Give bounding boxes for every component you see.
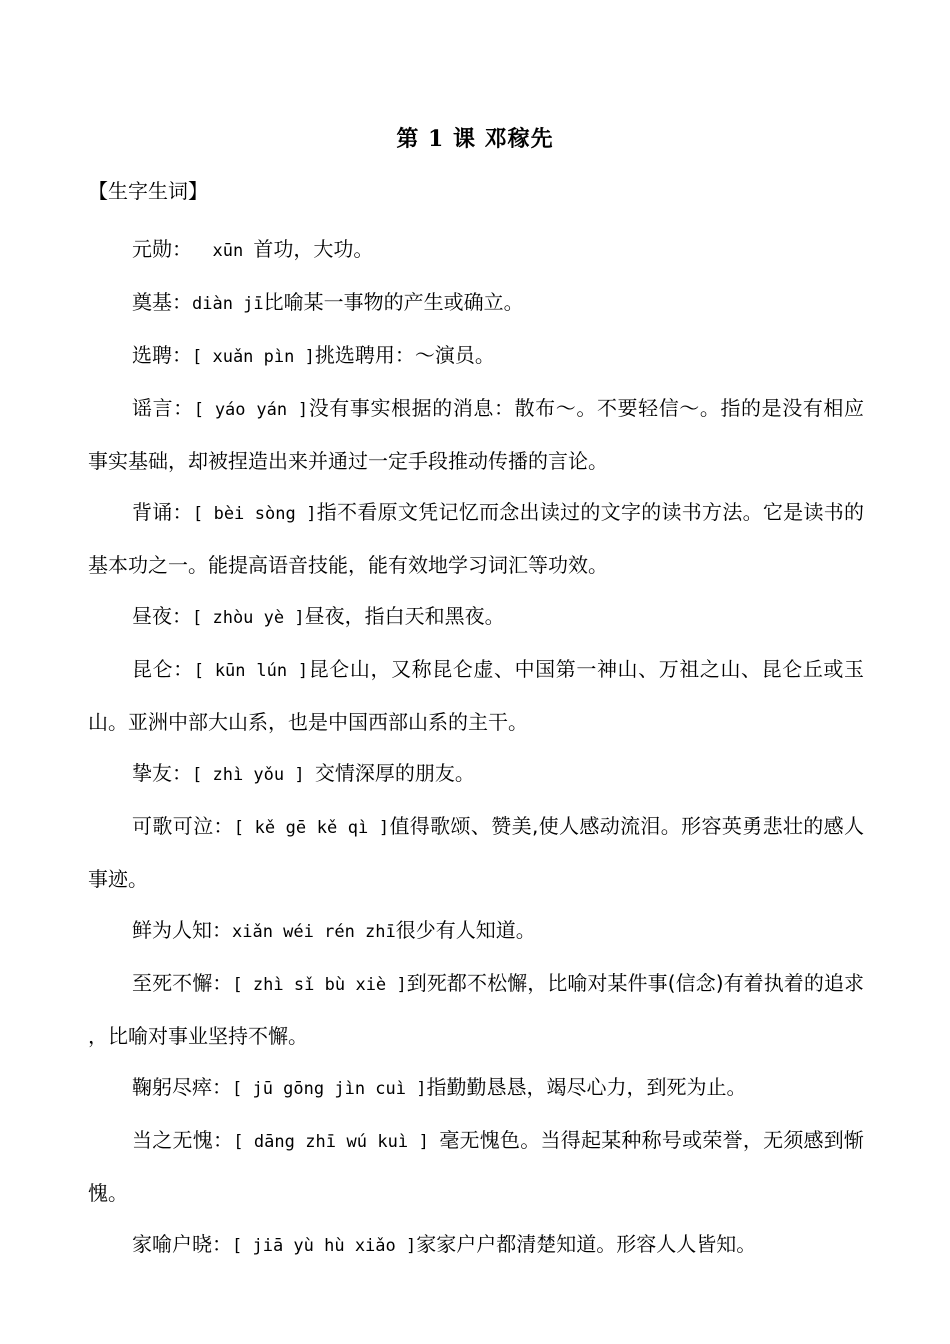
vocab-entry (88, 748, 864, 801)
vocab-term: 可歌可泣： (132, 814, 234, 838)
vocab-pinyin: [ zhòu yè ] (192, 608, 305, 628)
vocab-definition: 指勤勤恳恳，竭尽心力，到死为止。 (426, 1075, 747, 1099)
vocabulary-list (88, 224, 864, 1272)
vocab-definition: 昆仑山，又称昆仑虚、中国第一神山、万祖之山、昆仑丘或玉山。亚洲中部大山系，也是中国西部山系的主干。 (88, 657, 865, 734)
vocab-entry (88, 644, 864, 748)
vocab-term: 谣言： (132, 396, 194, 420)
vocab-definition: 家家户户都清楚知道。形容人人皆知。 (416, 1232, 757, 1256)
vocab-definition: 交情深厚的朋友。 (314, 761, 475, 785)
vocab-term: 昆仑： (132, 657, 194, 681)
vocab-pinyin: diàn jī (192, 294, 264, 314)
vocab-entry (88, 905, 864, 958)
vocab-pinyin: [ dāng zhī wú kuì ] (233, 1132, 440, 1152)
vocab-entry (88, 958, 864, 1062)
vocab-definition: 挑选聘用：～演员。 (314, 343, 495, 367)
vocab-entry (88, 487, 864, 591)
vocab-definition: 昼夜，指白天和黑夜。 (304, 604, 505, 628)
vocab-pinyin: xūn (192, 241, 254, 261)
vocab-pinyin: [ jiā yù hù xiǎo ] (232, 1236, 417, 1256)
vocab-definition: 指不看原文凭记忆而念出读过的文字的读书方法。它是读书的基本功之一。能提高语音技能，能有效地学习词汇等功效。 (88, 500, 865, 577)
vocab-definition: 很少有人知道。 (395, 918, 536, 942)
vocab-definition: 毫无愧色。当得起某种称号或荣誉，无须感到惭愧。 (88, 1128, 865, 1205)
vocab-pinyin: [ zhì sǐ bù xiè ] (232, 975, 407, 995)
vocab-definition: 首功，大功。 (253, 237, 374, 261)
vocab-definition: 值得歌颂、赞美,使人感动流泪。形容英勇悲壮的感人事迹。 (88, 814, 864, 891)
vocab-entry (88, 383, 864, 487)
vocab-term: 元勋： (132, 237, 192, 261)
vocab-term: 至死不懈： (132, 971, 233, 995)
vocab-entry (88, 1115, 864, 1219)
vocab-definition: 比喻某一事物的产生或确立。 (263, 290, 524, 314)
lesson-title: 第 1 课 邓稼先 (396, 126, 554, 152)
vocab-entry (88, 801, 864, 905)
vocab-term: 鞠躬尽瘁： (132, 1075, 232, 1099)
vocab-pinyin: xiǎn wéi rén zhī (232, 922, 396, 942)
vocab-entry (88, 277, 864, 330)
vocab-term: 昼夜： (132, 604, 192, 628)
vocab-entry (88, 224, 864, 277)
vocab-pinyin: [ bèi sòng ] (192, 504, 317, 524)
vocab-term: 鲜为人知： (132, 918, 232, 942)
vocab-pinyin: [ xuǎn pìn ] (192, 347, 315, 367)
vocab-term: 选聘： (132, 343, 192, 367)
vocab-pinyin: [ kě gē kě qì ] (233, 818, 390, 838)
vocab-entry (88, 1219, 864, 1272)
vocab-definition: 到死都不松懈，比喻对某件事(信念)有着执着的追求 ，比喻对事业坚持不懈。 (88, 971, 865, 1048)
vocab-entry (88, 591, 864, 644)
vocab-pinyin: [ jū gōng jìn cuì ] (232, 1079, 427, 1099)
vocab-term: 当之无愧： (132, 1128, 234, 1152)
vocab-pinyin: [ zhì yǒu ] (192, 765, 315, 785)
vocab-entry (88, 330, 864, 383)
vocab-entry (88, 1062, 864, 1115)
vocab-term: 家喻户晓： (132, 1232, 232, 1256)
vocab-pinyin: [ kūn lún ] (193, 661, 309, 681)
section-heading: 【生字生词】 (88, 179, 208, 203)
vocab-term: 挚友： (132, 761, 192, 785)
vocab-pinyin: [ yáo yán ] (193, 400, 309, 420)
vocab-definition: 没有事实根据的消息：散布～。不要轻信～。指的是没有相应事实基础，却被捏造出来并通过一定手段推动传播的言论。 (88, 396, 865, 473)
vocab-term: 背诵： (132, 500, 193, 524)
vocab-term: 奠基： (132, 290, 192, 314)
